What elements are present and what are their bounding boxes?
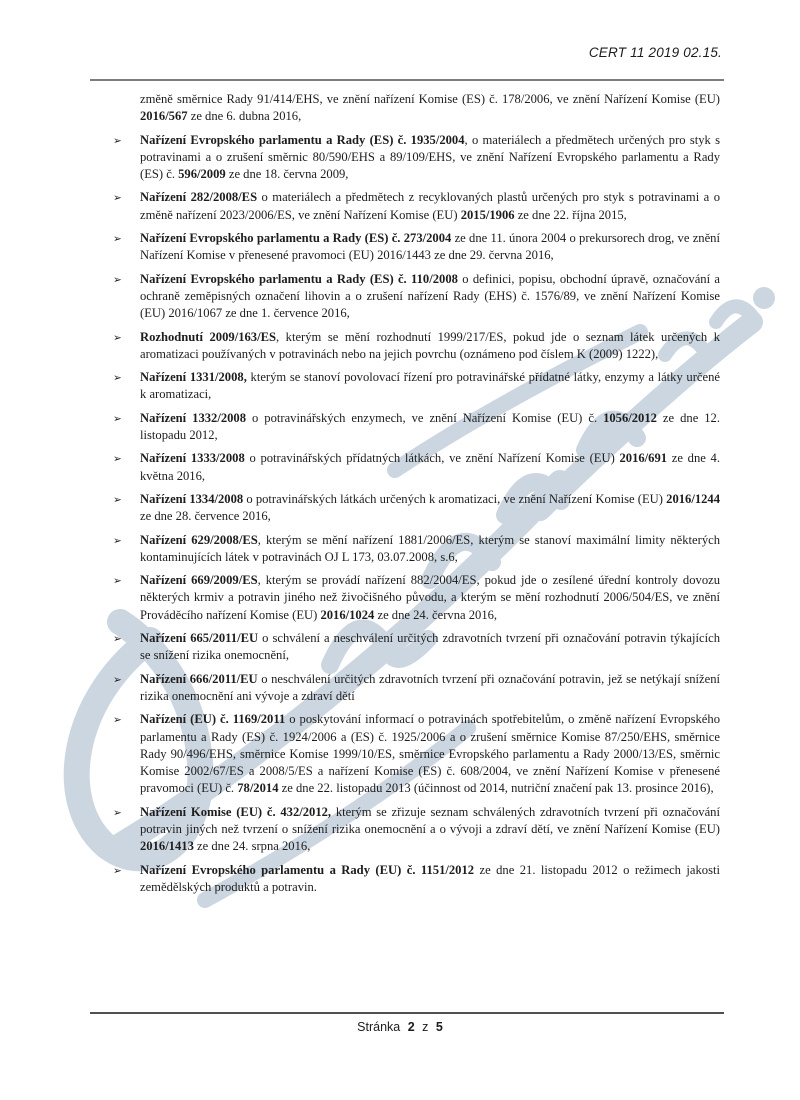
- bold-text-run: Nařízení Evropského parlamentu a Rady (ES) č. 110/2008: [140, 271, 458, 286]
- text-run: kterým se stanoví povolovací řízení pro potravinářské přídatné látky, enzymy a látky určené k aromatizaci,: [140, 370, 720, 402]
- regulation-text: [140, 411, 720, 442]
- regulation-text: [140, 451, 720, 482]
- bold-text-run: 2016/1244: [666, 491, 721, 506]
- arrow-bullet-icon: ➢: [113, 233, 122, 246]
- regulation-item: [90, 804, 720, 856]
- arrow-bullet-icon: ➢: [113, 372, 122, 385]
- regulation-text: [140, 231, 720, 262]
- regulation-text: [140, 272, 720, 321]
- regulation-item: [90, 329, 720, 364]
- bold-text-run: 1056/2012: [603, 410, 657, 425]
- intro-paragraph: [140, 91, 720, 126]
- regulation-item: [90, 532, 720, 567]
- arrow-bullet-icon: ➢: [113, 534, 122, 547]
- regulation-item: [90, 711, 720, 797]
- text-run: o potravinářských enzymech, ve znění Nařízení Komise (EU) č.: [246, 410, 604, 425]
- bold-text-run: Nařízení Evropského parlamentu a Rady (ES) č. 273/2004: [140, 231, 452, 246]
- text-run: ze dne 12. listopadu 2012,: [140, 410, 721, 443]
- regulation-item: [90, 410, 720, 445]
- bold-text-run: Nařízení Komise (EU) č. 432/2012,: [140, 804, 332, 819]
- text-run: ze dne 21. listopadu 2012 o režimech jakosti zemědělských produktů a potravin.: [140, 862, 720, 894]
- bold-text-run: 2016/1024: [320, 607, 375, 622]
- bold-text-run: Nařízení 1333/2008: [140, 451, 245, 466]
- bold-text-run: Rozhodnutí 2009/163/ES: [140, 329, 276, 344]
- regulation-item: [90, 491, 720, 526]
- regulation-text: [140, 133, 720, 182]
- text-run: o definici, popisu, obchodní úpravě, označování a ochraně zeměpisných označení lihovin a o zrušení nařízení Rady (EHS) č. 1576/89, ve znění Nařízení Komise (EU) 2016/1067 ze dne 1. července 2016,: [140, 271, 720, 321]
- regulation-item: [90, 572, 720, 624]
- text-run: o poskytování informací o potravinách spotřebitelům, o změně nařízení Evropského parlamentu a Rady (ES) č. 1924/2006 a (ES) č. 1925/2006 a o zrušení směrnice Komise 87/250/EHS, směrnice Rady 90/496/EHS, směrnice Komise 1999/10/ES, směrnice Evropského parlamentu a Rady 2000/13/ES, směrnic Komise 2002/67/ES a 2008/5/ES a nařízení Komise (ES) č. 608/2004, ve znění Nařízení Komise v přenesené pravomoci (EU) č.: [140, 712, 720, 796]
- text-run: ze dne 22. listopadu 2013 (účinnost od 2014, nutriční značení pak 13. prosince 2016),: [278, 781, 714, 796]
- footer-page-number: 2: [407, 1020, 415, 1034]
- regulation-item: [90, 230, 720, 265]
- bold-text-run: Nařízení 1332/2008: [140, 410, 247, 425]
- arrow-bullet-icon: ➢: [113, 331, 122, 344]
- bold-text-run: 2016/567: [140, 109, 188, 124]
- bold-text-run: Nařízení 282/2008/ES: [140, 190, 258, 205]
- text-run: o neschválení určitých zdravotních tvrzení při označování potravin, jež se netýkají snížení rizika onemocnění ani vývoje a zdraví dětí: [140, 671, 721, 703]
- bold-text-run: 2016/1413: [140, 839, 194, 854]
- document-code: CERT 11 2019 02.15.: [588, 45, 722, 60]
- bold-text-run: Nařízení Evropského parlamentu a Rady (ES) č. 1935/2004: [140, 132, 465, 147]
- regulation-text: [140, 712, 720, 795]
- watermark-dot: [753, 287, 775, 309]
- bold-text-run: Nařízení 665/2011/EU: [140, 631, 259, 646]
- footer-label: Stránka: [357, 1020, 401, 1034]
- regulation-text: [140, 573, 720, 622]
- regulation-item: [90, 132, 720, 184]
- bold-text-run: Nařízení 1334/2008: [140, 491, 244, 506]
- bold-text-run: Nařízení (EU) č. 1169/2011: [140, 712, 286, 727]
- arrow-bullet-icon: ➢: [113, 493, 122, 506]
- text-run: ze dne 28. července 2016,: [140, 509, 271, 524]
- regulation-text: [140, 863, 720, 894]
- text-run: ze dne 22. října 2015,: [514, 207, 627, 222]
- footer-of-word: z: [422, 1020, 429, 1034]
- text-run: ze dne 24. června 2016,: [374, 607, 498, 622]
- text-run: ze dne 24. srpna 2016,: [193, 839, 311, 854]
- bold-text-run: Nařízení 669/2009/ES: [140, 573, 258, 588]
- text-run: o potravinářských látkách určených k aromatizaci, ve znění Nařízení Komise (EU): [243, 491, 667, 506]
- regulation-item: [90, 189, 720, 224]
- regulation-item: [90, 369, 720, 404]
- text-run: ze dne 4. května 2016,: [140, 451, 720, 483]
- regulation-item: [90, 450, 720, 485]
- regulation-item: [90, 862, 720, 897]
- arrow-bullet-icon: ➢: [113, 673, 122, 686]
- arrow-bullet-icon: ➢: [113, 192, 122, 205]
- bold-text-run: 78/2014: [237, 781, 279, 796]
- bold-text-run: 596/2009: [178, 167, 226, 182]
- bold-text-run: 2016/691: [619, 451, 668, 466]
- regulation-list: [90, 132, 720, 897]
- bold-text-run: Nařízení 629/2008/ES: [140, 532, 258, 547]
- text-run: o materiálech a předmětech z recyklovaných plastů určených pro styk s potravinami a o změně nařízení 2023/2006/ES, ve znění Nařízení Komise (EU): [140, 190, 721, 222]
- arrow-bullet-icon: ➢: [113, 412, 122, 425]
- text-run: o schválení a neschválení určitých zdravotních tvrzení při označování potravin týkajících se snížení rizika onemocnění,: [140, 631, 720, 663]
- arrow-bullet-icon: ➢: [113, 806, 122, 819]
- arrow-bullet-icon: ➢: [113, 453, 122, 466]
- arrow-bullet-icon: ➢: [113, 714, 122, 727]
- regulation-item: [90, 630, 720, 665]
- arrow-bullet-icon: ➢: [113, 273, 122, 286]
- bold-text-run: Nařízení Evropského parlamentu a Rady (EU) č. 1151/2012: [140, 862, 475, 877]
- text-run: změně směrnice Rady 91/414/EHS, ve znění nařízení Komise (ES) č. 178/2006, ve znění Nařízení Komise (EU): [140, 92, 720, 106]
- document-body: [90, 91, 720, 902]
- text-run: kterým se zřizuje seznam schválených zdravotních tvrzení při označování potravin jiných než tvrzení o snížení rizika onemocnění a o vývoji a zdraví dětí, ve znění Nařízení Komise (EU): [140, 804, 720, 836]
- arrow-bullet-icon: ➢: [113, 633, 122, 646]
- arrow-bullet-icon: ➢: [113, 864, 122, 877]
- arrow-bullet-icon: ➢: [113, 134, 122, 147]
- footer-rule: [90, 1012, 724, 1014]
- text-run: ze dne 6. dubna 2016,: [187, 109, 302, 124]
- regulation-text: [140, 805, 720, 854]
- regulation-item: [90, 671, 720, 706]
- header-rule: [90, 79, 724, 81]
- regulation-item: [90, 271, 720, 323]
- text-run: , o materiálech a předmětech určených pro styk s potravinami a o zrušení směrnic 80/590/EHS a 89/109/EHS, ve znění Nařízení Evropského parlamentu a Rady (ES) č.: [140, 132, 720, 182]
- footer-total-pages: 5: [435, 1020, 443, 1034]
- text-run: ze dne 11. února 2004 o prekursorech drog, ve znění Nařízení Komise v přenesené pravomoci (EU) 2016/1443 ze dne 29. června 2016,: [140, 231, 720, 263]
- regulation-text: [140, 190, 720, 221]
- text-run: , kterým se mění rozhodnutí 1999/217/ES, pokud jde o seznam látek určených k aromatizaci používaných v potravinách nebo na jejich povrchu (oznámeno pod číslem K (2009) 1222),: [140, 329, 720, 361]
- regulation-text: [140, 672, 720, 703]
- regulation-text: [140, 492, 720, 523]
- regulation-text: [140, 533, 720, 564]
- bold-text-run: 2015/1906: [460, 207, 515, 222]
- text-run: ze dne 18. června 2009,: [225, 167, 349, 182]
- regulation-text: [140, 330, 720, 361]
- bold-text-run: Nařízení 666/2011/EU: [140, 671, 258, 686]
- bold-text-run: Nařízení 1331/2008,: [140, 370, 247, 385]
- arrow-bullet-icon: ➢: [113, 575, 122, 588]
- page-footer: [0, 1020, 800, 1034]
- regulation-text: [140, 631, 720, 662]
- text-run: o potravinářských přídatných látkách, ve znění Nařízení Komise (EU): [244, 451, 620, 466]
- text-run: , kterým se mění nařízení 1881/2006/ES, kterým se stanoví maximální limity některých kontaminujících látek v potravinách OJ L 173, 03.07.2008, s.6,: [140, 532, 721, 564]
- regulation-text: [140, 370, 720, 401]
- text-run: , kterým se provádí nařízení 882/2004/ES, pokud jde o zesílené úřední kontroly dovozu některých krmiv a potravin jiného než živočišného původu, a kterým se mění rozhodnutí 2006/504/ES, ve znění Prováděcího nařízení Komise (EU): [140, 573, 720, 622]
